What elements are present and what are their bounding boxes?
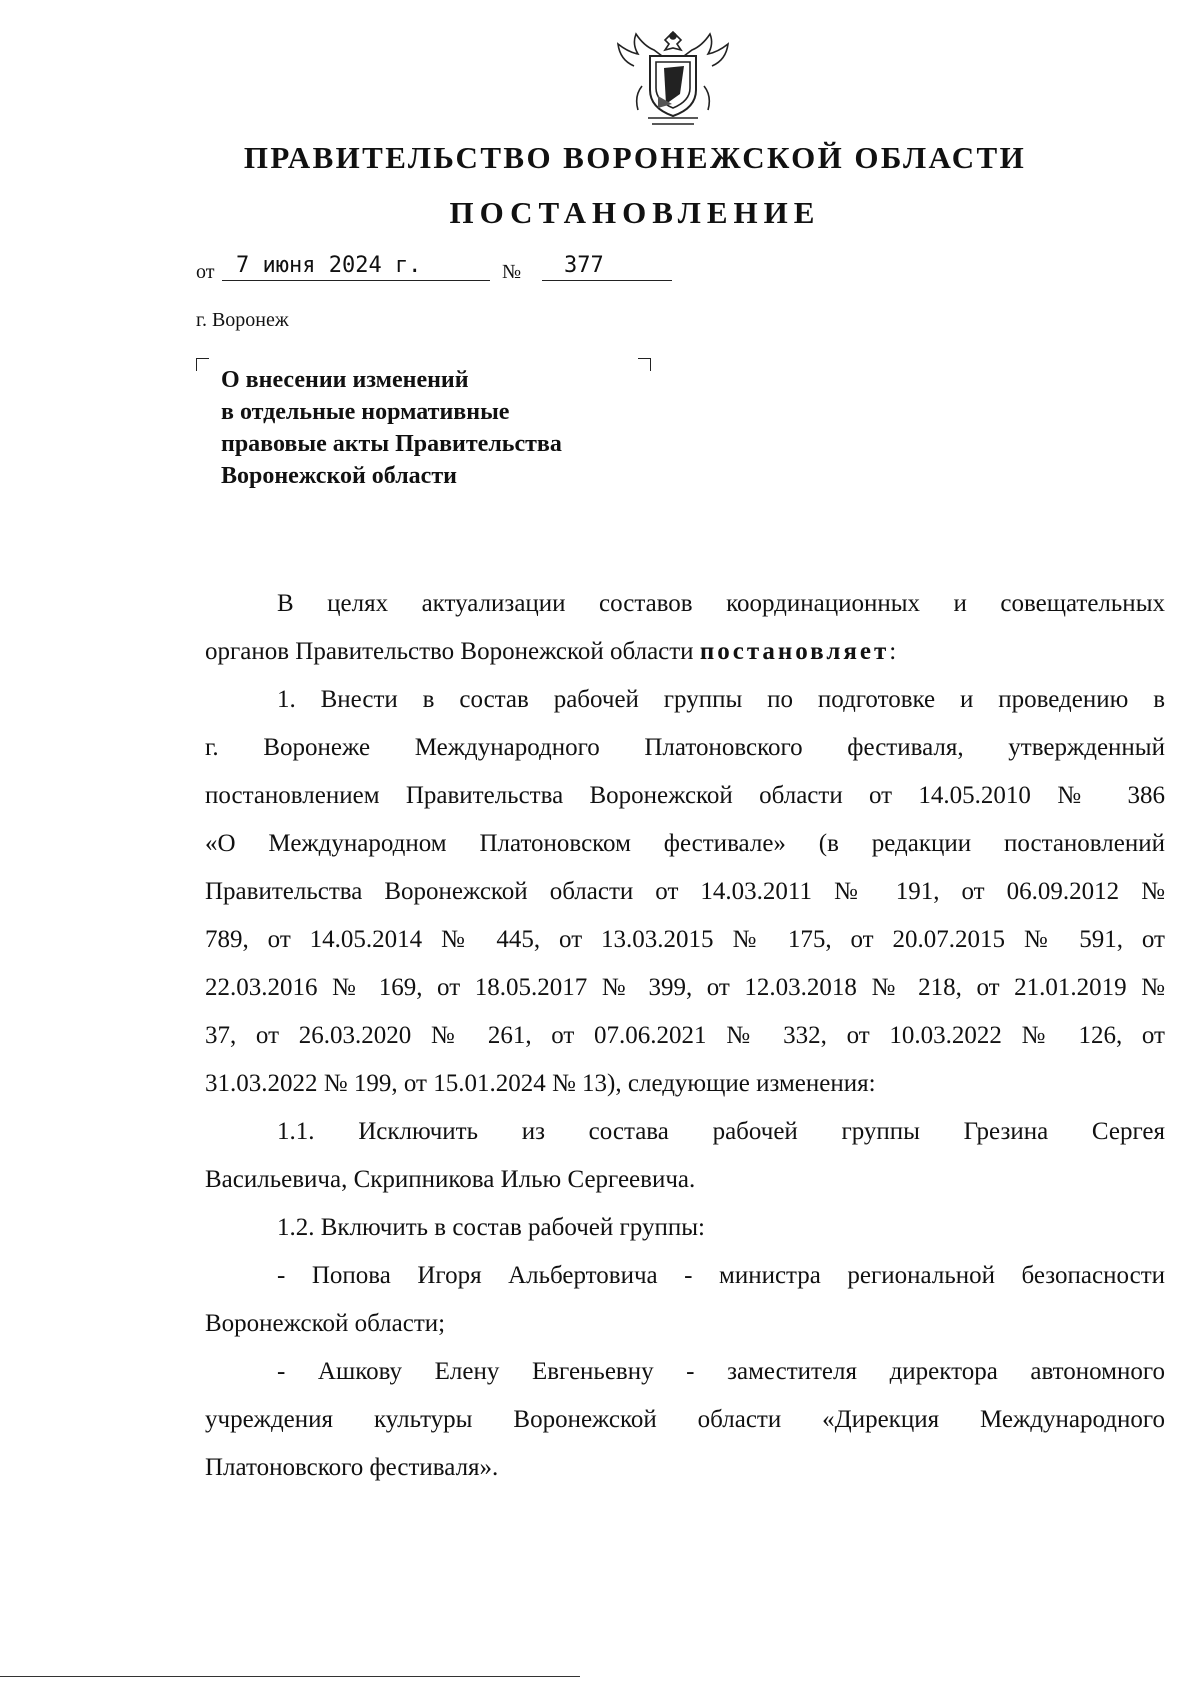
organization-title: ПРАВИТЕЛЬСТВО ВОРОНЕЖСКОЙ ОБЛАСТИ [243, 140, 1027, 175]
clause-1-2-line: 1.2. Включить в состав рабочей группы: [277, 1214, 705, 1241]
clause-1-line: постановлением Правительства Воронежской области от 14.05.2010 № 386 [205, 782, 1165, 809]
preamble-colon: : [889, 638, 897, 665]
clause-1-1-line: Васильевича, Скрипникова Илью Сергеевича. [205, 1166, 696, 1193]
subject-line: Воронежской области [221, 463, 457, 489]
document-type-title: ПОСТАНОВЛЕНИЕ [449, 195, 821, 230]
subject-line: О внесении изменений [221, 367, 469, 393]
coat-of-arms-emblem [612, 26, 734, 134]
number-label: № [502, 261, 522, 283]
subject-corner-mark-right [638, 358, 651, 371]
clause-1-line: 31.03.2022 № 199, от 15.01.2024 № 13), следующие изменения: [205, 1070, 876, 1097]
clause-1-line: 789, от 14.05.2014 № 445, от 13.03.2015 № 175, от 20.07.2015 № 591, от [205, 926, 1165, 953]
clause-1-line: 1. Внести в состав рабочей группы по подготовке и проведению в [277, 686, 1165, 713]
preamble-text: органов Правительство Воронежской области [205, 638, 700, 665]
date-label: от [196, 261, 215, 283]
list-item-line: - Ашкову Елену Евгеньевну - заместителя директора автономного [277, 1358, 1165, 1385]
document-body [205, 588, 1165, 1500]
date-value: 7 июня 2024 г. [222, 253, 490, 281]
clause-1-line: Правительства Воронежской области от 14.03.2011 № 191, от 06.09.2012 № [205, 878, 1165, 905]
preamble-line [205, 636, 1165, 684]
document-subject [221, 364, 562, 492]
list-item-line: Воронежской области; [205, 1310, 446, 1337]
number-value: 377 [542, 253, 672, 281]
subject-corner-mark-left [196, 358, 209, 371]
clause-1-line: г. Воронеже Международного Платоновского фестиваля, утвержденный [205, 734, 1165, 761]
clause-1-line: 22.03.2016 № 169, от 18.05.2017 № 399, от 12.03.2018 № 218, от 21.01.2019 № [205, 974, 1165, 1001]
page-bottom-rule [0, 1676, 580, 1677]
resolution-keyword: постановляет [699, 638, 890, 665]
clause-1-line: «О Международном Платоновском фестивале» (в редакции постановлений [205, 830, 1165, 857]
date-number-row [196, 253, 676, 293]
clause-1-line: 37, от 26.03.2020 № 261, от 07.06.2021 № 332, от 10.03.2022 № 126, от [205, 1022, 1165, 1049]
subject-line: правовые акты Правительства [221, 431, 562, 457]
preamble-line: В целях актуализации составов координационных и совещательных [277, 590, 1165, 617]
subject-line: в отдельные нормативные [221, 399, 510, 425]
city-label: г. Воронеж [196, 309, 289, 331]
clause-1-1-line: 1.1. Исключить из состава рабочей группы Грезина Сергея [277, 1118, 1165, 1145]
list-item-line: Платоновского фестиваля». [205, 1454, 499, 1481]
list-item-line: учреждения культуры Воронежской области «Дирекция Международного [205, 1406, 1165, 1433]
list-item-line: - Попова Игоря Альбертовича - министра региональной безопасности [277, 1262, 1165, 1289]
